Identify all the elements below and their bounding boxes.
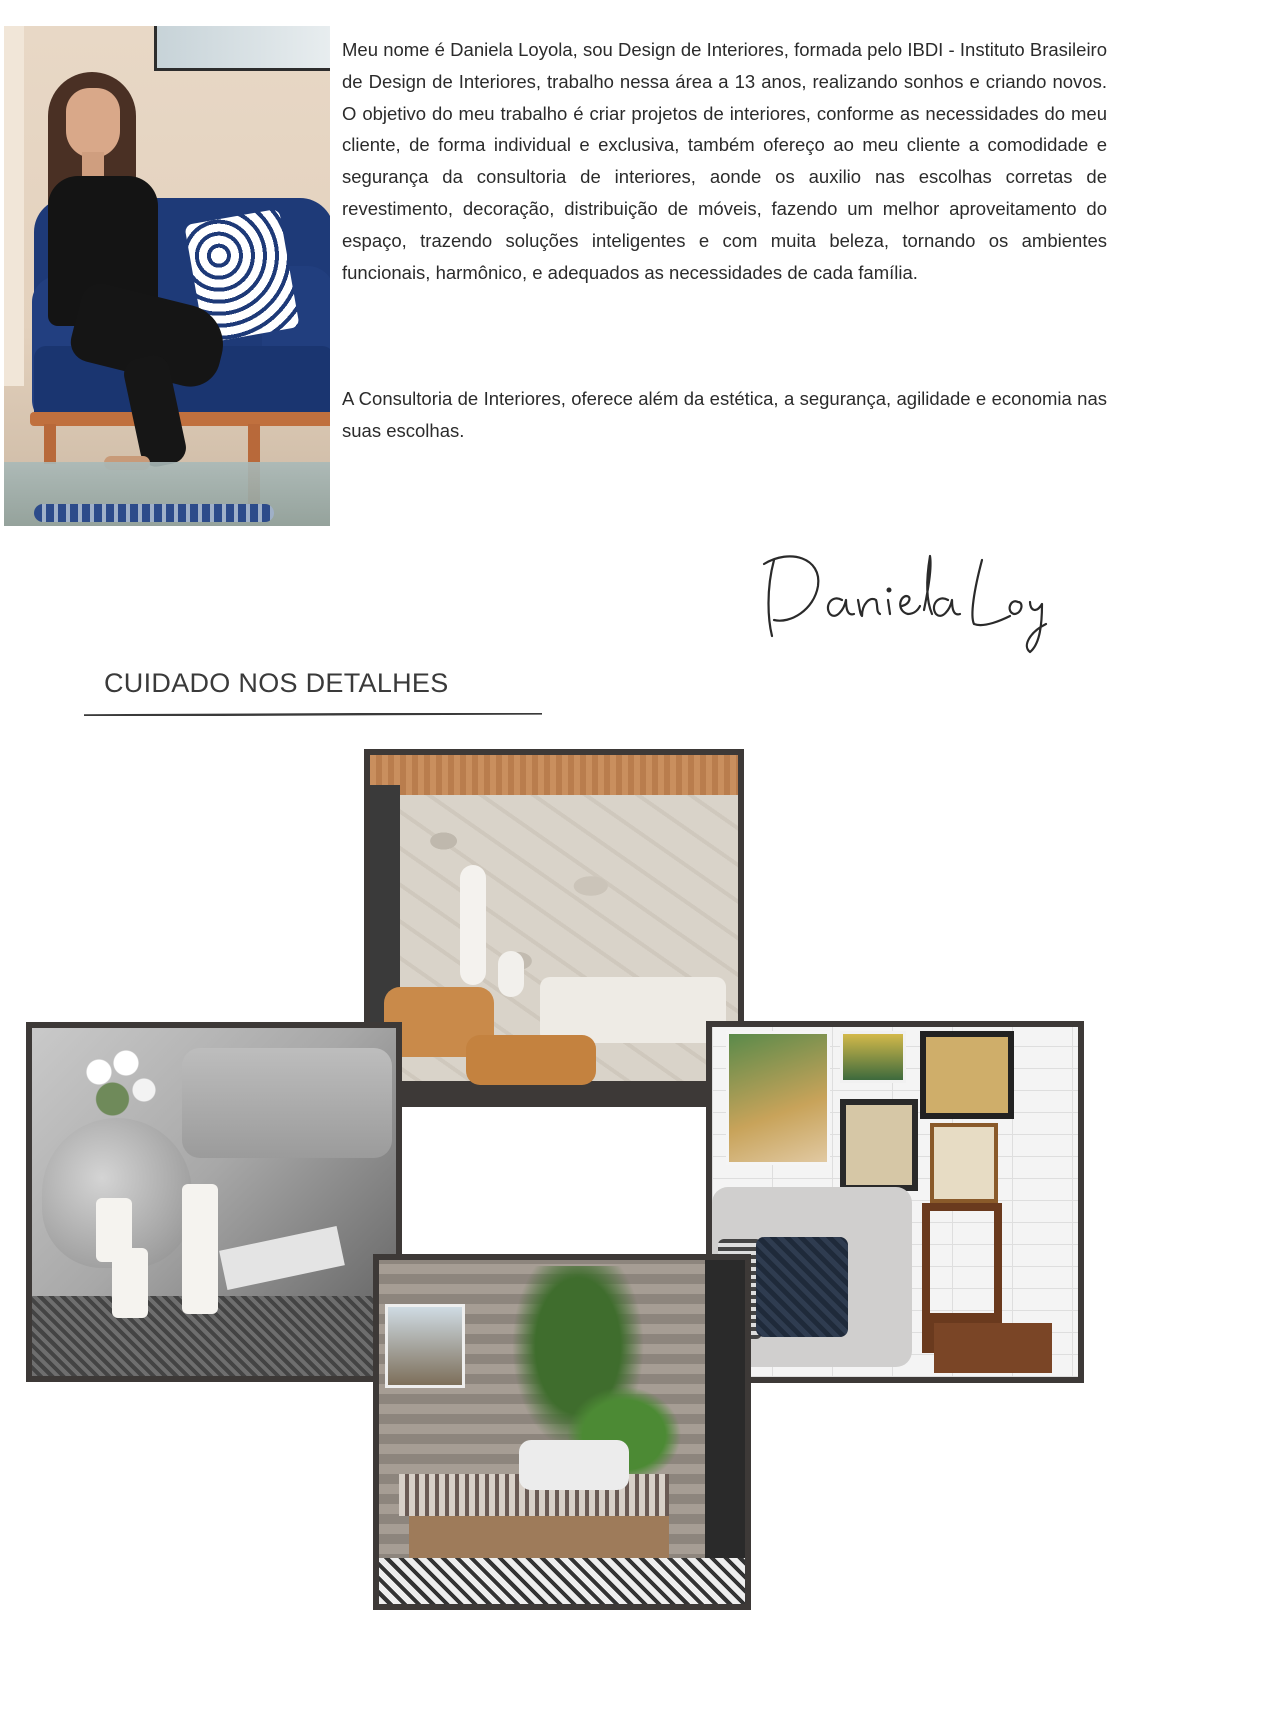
photo-candles-and-vase — [26, 1022, 402, 1382]
photo-living-room-stone-wall — [364, 749, 744, 1107]
signature — [760, 540, 1060, 660]
photo-gallery-wall — [706, 1021, 1084, 1383]
collage-gap — [402, 1112, 702, 1252]
photo-bedroom-daybed — [373, 1254, 751, 1610]
designer-portrait-photo — [4, 26, 330, 526]
consultancy-paragraph: A Consultoria de Interiores, oferece além da estética, a segurança, agilidade e economia nas suas escolhas. — [342, 388, 1107, 441]
section-underline — [84, 713, 542, 716]
section-title: CUIDADO NOS DETALHES — [104, 668, 449, 698]
bio-paragraph: Meu nome é Daniela Loyola, sou Design de Interiores, formada pelo IBDI - Instituto Brasileiro de Design de Interiores, trabalho nessa área a 13 anos, realizando sonhos e criando novos. O objetivo do meu trabalho é criar projetos de interiores, conforme as necessidades do meu cliente, de forma individual e exclusiva, também ofereço ao meu cliente a comodidade e segurança da consultoria de interiores, aonde os auxilio nas escolhas corretas de revestimento, decoração, distribuição de móveis, fazendo um melhor aproveitamento do espaço, trazendo soluções inteligentes e com muita beleza, tornando os ambientes funcionais, harmônico, e adequados as necessidades de cada família. — [342, 39, 1107, 283]
